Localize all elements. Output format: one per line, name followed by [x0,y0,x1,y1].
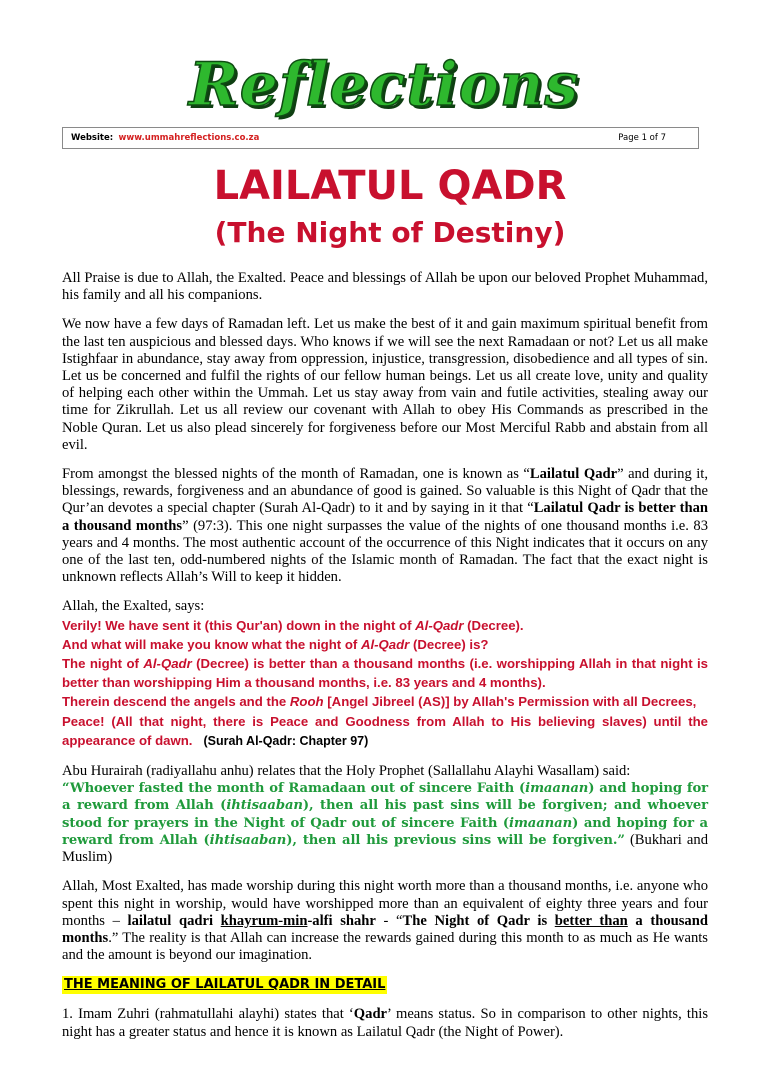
paragraph-imam-zuhri [62,1006,708,1040]
text-span: “Whoever fasted the month of Ramadaan out of sincere Faith ( [62,781,526,797]
text-span: - “ [375,912,403,929]
quran-verse-5 [62,712,708,751]
bold-term: The Night of Qadr is [402,912,555,929]
text-span: .” The reality is that Allah can increase the rewards gained during this month to as much as He wants and the amount is beyond our imagination. [62,929,708,964]
text-span: [Angel Jibreel (AS)] by Allah's Permission with all Decrees, [323,694,697,710]
italic-term: Rooh [289,694,324,710]
text-span: From amongst the blessed nights of the month of Ramadan, one is known as “ [62,466,530,483]
website-label: Website: [71,133,114,143]
text-span: Allah, Most Exalted, has made worship during this night worth more than a thousand months, i.e. anyone who spent this night in worship, would have worshipped more than an equivalent of eighty three years and four months – [62,878,708,929]
hadith-source: (Bukhari and Muslim) [62,831,709,866]
header-info-bar [62,127,699,149]
paragraph-lailatul-qadr [62,466,708,586]
paragraph-allah-says: Allah, the Exalted, says: [62,598,205,615]
bold-term: a thousand months [62,912,708,946]
text-span: Therein descend the angels and the [62,694,290,710]
paragraph-hadith [62,780,708,866]
bold-term: lailatul qadri [127,912,221,929]
text-span: 1. Imam Zuhri (rahmatullahi alayhi) states that ‘ [62,1006,354,1023]
page-subtitle: (The Night of Destiny) [214,216,566,249]
bold-underlined-term: khayrum-min [220,912,308,929]
text-span: (Decree) is better than a thousand months (i.e. worshipping Allah in that night is better than worshipping Him a thousand months, i.e. 83 years and 4 months). [62,656,708,691]
text-span: ), then all his previous sins will be forgiven.” [286,832,625,848]
bold-term: Lailatul Qadr [529,466,618,483]
paragraph-ramadan-days: We now have a few days of Ramadan left. Let us make the best of it and gain maximum spiritual benefit from the last ten auspicious and blessed days. Who knows if we will see the next Ramadaan or not? Let us all make Istighfaar in abundance, stay away from oppression, injustice, transgression, disobedience and all types of sin. Let us be concerned and fulfil the rights of our fellow human beings. Let us all create love, unity and quality of helping each other within the Ummah. Let us stay away from vain and futile activities, stealing away our time for Zikrullah. Let us all review our covenant with Allah to obey His Commands as prescribed in the Noble Quran. Let us also plead sincerely for forgiveness before our Most Merciful Rabb and abstain from all evil. [62,316,708,453]
website-line [71,128,259,148]
text-span: The night of [62,656,144,672]
italic-term: imaanan [509,815,573,831]
quran-verses [62,616,708,751]
bold-term: -alfi shahr [307,912,376,929]
text-span: ’ means status. So in comparison to other nights, this night has a greater status and hence it is known as Lailatul Qadr (the Night of Power). [62,1006,708,1040]
text-span: ” (97:3). This one night surpasses the value of the nights of one thousand months i.e. 83 years and 4 months. The most authentic account of the occurrence of this Night indicates that it occurs on any one of the last ten, odd-numbered nights of the Islamic month of Ramadan. The fact that the exact night is unknown reflects Allah’s Will to keep it hidden. [62,517,709,586]
text-span: (Decree). [463,617,524,633]
text-span: Verily! We have sent it (this Qur'an) down in the night of [62,617,416,633]
article-body [62,270,708,1053]
bold-quote: Lailatul Qadr is better than a thousand months [62,500,708,534]
hadith-quote [62,781,708,848]
italic-term: Al-Qadr [143,656,192,672]
text-span: (Decree) is? [409,636,489,652]
website-link[interactable]: www.ummahreflections.co.za [118,133,260,143]
text-span: And what will make you know what the night of [62,636,361,652]
bold-underlined-term: better than [554,912,628,929]
text-span: ” and during it, blessings, rewards, forgiveness and an abundance of good is gained. So valuable is this Night of Qadr that the Qur’an devotes a special chapter (Surah Al-Qadr) to it and by saying in it that “ [62,466,709,517]
text-span: Peace! (All that night, there is Peace and Goodness from Allah to His believing slaves) until the appearance of dawn. [62,713,708,748]
quran-verse-4 [62,692,708,711]
quran-source: (Surah Al-Qadr: Chapter 97) [203,733,369,748]
bold-term: Qadr [353,1006,388,1023]
section-heading-wrapper [62,976,708,994]
italic-term: ihtisaaban [226,798,303,814]
paragraph-abu-hurairah: Abu Hurairah (radiyallahu anhu) relates that the Holy Prophet (Sallallahu Alayhi Wasallam) said: [62,763,631,780]
text-span: ) and hoping for a reward from Allah ( [62,781,708,814]
paragraph-worship-worth [62,878,708,964]
text-span: ), then all his past sins will be forgiven; and whoever stood for prayers in the Night of Qadr out of sincere Faith ( [62,798,708,831]
quran-verse-2 [62,635,708,654]
italic-term: imaanan [525,781,589,797]
quran-verse-3 [62,654,708,692]
italic-term: Al-Qadr [360,636,410,652]
italic-term: Al-Qadr [415,617,464,633]
text-span: ) and hoping for a reward from Allah ( [62,815,708,848]
reflections-logo: Reflections [188,50,580,120]
paragraph-intro: All Praise is due to Allah, the Exalted. Peace and blessings of Allah be upon our beloved Prophet Muhammad, his family and all his companions. [62,270,708,304]
quran-verse-1 [62,616,708,635]
section-heading: THE MEANING OF LAILATUL QADR IN DETAIL [64,977,386,993]
page-title: LAILATUL QADR [213,163,567,209]
page-indicator: Page 1 of 7 [618,133,666,143]
italic-term: ihtisaaban [209,832,287,848]
